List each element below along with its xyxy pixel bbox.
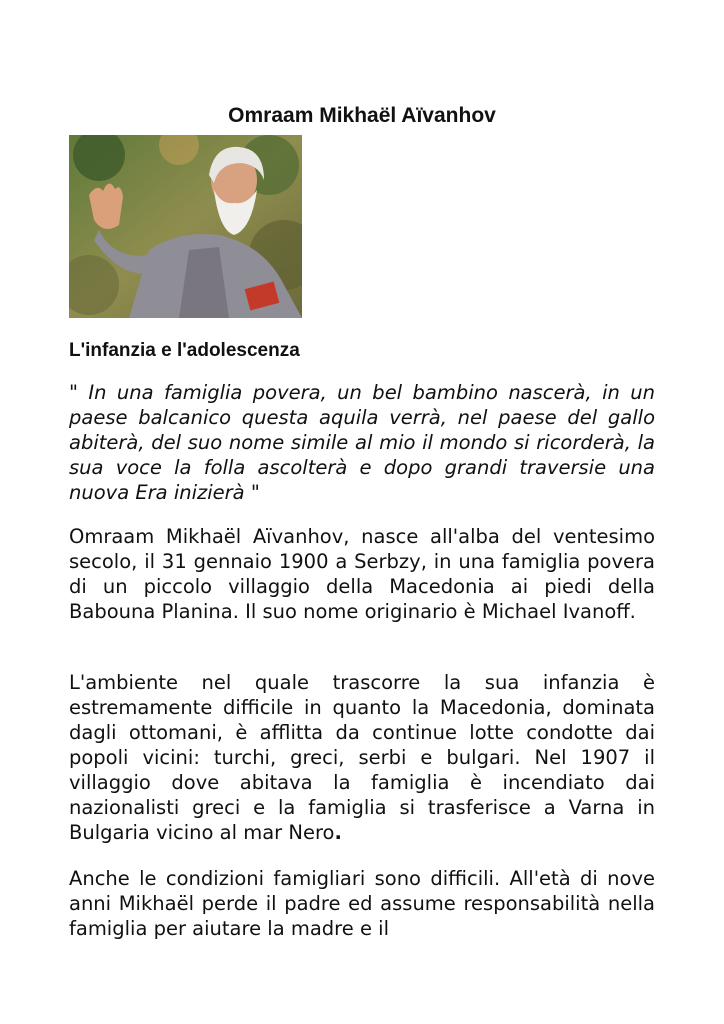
portrait-photo	[69, 135, 302, 318]
paragraph-2	[69, 670, 655, 845]
paragraph-2-text: L'ambiente nel quale trascorre la sua infanzia è estremamente difficile in quanto la Macedonia, dominata dagli ottomani, è afflitta da continue lotte condotte dai popoli vicini: turchi, greci, serbi e bulgari. Nel 1907 il villaggio dove abitava la famiglia è incendiato dai nazionalisti greci e la famiglia si trasferisce a Varna in Bulgaria vicino al mar Nero	[69, 671, 655, 844]
paragraph-2-end-mark: .	[334, 821, 342, 844]
paragraph-1: Omraam Mikhaël Aïvanhov, nasce all'alba del ventesimo secolo, il 31 gennaio 1900 a Serbzy, in una famiglia povera di un piccolo villaggio della Macedonia ai piedi della Babouna Planina. Il suo nome originario è Michael Ivanoff.	[69, 525, 655, 623]
opening-quote: " In una famiglia povera, un bel bambino nascerà, in un paese balcanico questa aquila verrà, nel paese del gallo abiterà, del suo nome simile al mio il mondo si ricorderà, la sua voce la folla ascolterà e dopo grandi traversie una nuova Era inizierà "	[69, 381, 655, 504]
section-heading: L'infanzia e l'adolescenza	[69, 340, 300, 361]
paragraph-3: Anche le condizioni famigliari sono difficili. All'età di nove anni Mikhaël perde il padre ed assume responsabilità nella famiglia per aiutare la madre e il	[69, 867, 655, 940]
page-title: Omraam Mikhaël Aïvanhov	[228, 104, 496, 127]
